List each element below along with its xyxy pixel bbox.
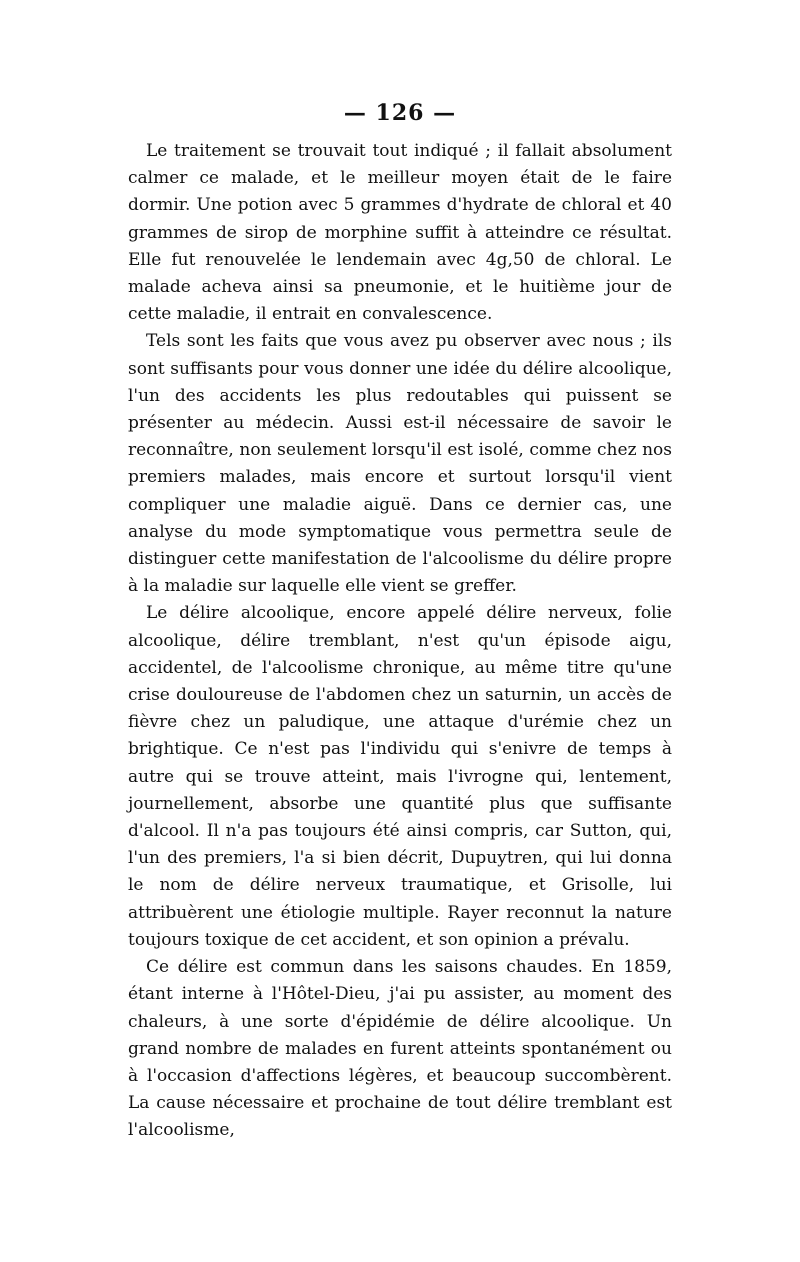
paragraph-2: Tels sont les faits que vous avez pu observer avec nous ; ils sont suffisants pour vous donner une idée du délire alcoolique, l'un des accidents les plus redoutables qui puissent se présenter au médecin. Aussi est-il nécessaire de savoir le reconnaître, non seulement lorsqu'il est isolé, comme chez nos premiers malades, mais encore et surtout lorsqu'il vient compliquer une maladie aiguë. Dans ce dernier cas, une analyse du mode symptomatique vous permettra seule de distinguer cette manifestation de l'alcoolisme du délire propre à la maladie sur laquelle elle vient se greffer. [128, 331, 672, 597]
body-text [128, 138, 672, 1145]
page-number: — 126 — [343, 100, 457, 126]
paragraph-1: Le traitement se trouvait tout indiqué ; il fallait absolument calmer ce malade, et le meilleur moyen était de le faire dormir. Une potion avec 5 grammes d'hydrate de chloral et 40 grammes de sirop de morphine suffit à atteindre ce résultat. Elle fut renouvelée le lendemain avec 4g,50 de chloral. Le malade acheva ainsi sa pneumonie, et le huitième jour de cette maladie, il entrait en convalescence. [128, 141, 672, 325]
paragraph-3: Le délire alcoolique, encore appelé délire nerveux, folie alcoolique, délire tremblant, n'est qu'un épisode aigu, accidentel, de l'alcoolisme chronique, au même titre qu'une crise douloureuse de l'abdomen chez un saturnin, un accès de fièvre chez un paludique, une attaque d'urémie chez un brightique. Ce n'est pas l'individu qui s'enivre de temps à autre qui se trouve atteint, mais l'ivrogne qui, lentement, journellement, absorbe une quantité plus que suffisante d'alcool. Il n'a pas toujours été ainsi compris, car Sutton, qui, l'un des premiers, l'a si bien décrit, Dupuytren, qui lui donna le nom de délire nerveux traumatique, et Grisolle, lui attribuèrent une étiologie multiple. Rayer reconnut la nature toujours toxique de cet accident, et son opinion a prévalu. [128, 603, 672, 950]
paragraph-4: Ce délire est commun dans les saisons chaudes. En 1859, étant interne à l'Hôtel-Dieu, j'ai pu assister, au moment des chaleurs, à une sorte d'épidémie de délire alcoolique. Un grand nombre de malades en furent atteints spontanément ou à l'occasion d'affections légères, et beaucoup succombèrent. La cause nécessaire et prochaine de tout délire tremblant est l'alcoolisme, [128, 957, 672, 1141]
